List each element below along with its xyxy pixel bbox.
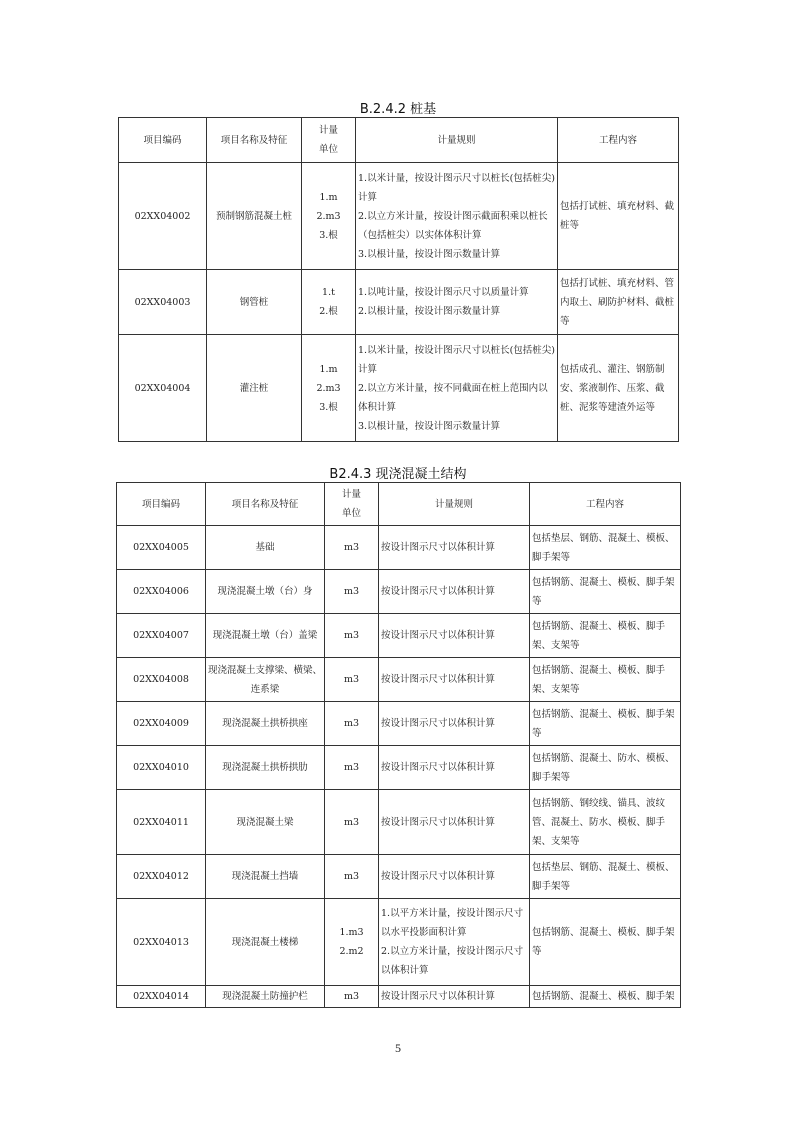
item-code: 02XX04009	[117, 702, 206, 746]
item-code: 02XX04011	[117, 790, 206, 855]
item-unit: 1.m3 2.m2	[325, 899, 379, 986]
item-unit: m3	[325, 855, 379, 899]
item-code: 02XX04004	[119, 335, 207, 442]
table-row	[117, 702, 681, 746]
header-unit: 计量 单位	[325, 483, 379, 526]
item-name: 现浇混凝土墩（台）盖梁	[206, 614, 325, 658]
item-name: 现浇混凝土挡墙	[206, 855, 325, 899]
header-content: 工程内容	[558, 118, 679, 163]
item-unit: m3	[325, 614, 379, 658]
table-row	[117, 526, 681, 570]
table-row	[117, 658, 681, 702]
table-row	[117, 746, 681, 790]
item-content: 包括钢筋、钢绞线、锚具、波纹管、混凝土、防水、模板、脚手架、支架等	[530, 790, 681, 855]
item-name: 预制钢筋混凝土桩	[207, 163, 302, 270]
item-content: 包括钢筋、混凝土、模板、脚手架等	[530, 899, 681, 986]
item-code: 02XX04003	[119, 270, 207, 335]
item-name: 现浇混凝土拱桥拱座	[206, 702, 325, 746]
item-rule: 1.以平方米计量，按设计图示尺寸以水平投影面积计算 2.以立方米计量，按设计图示尺寸以体积计算	[379, 899, 530, 986]
item-name: 现浇混凝土拱桥拱肋	[206, 746, 325, 790]
item-unit: m3	[325, 986, 379, 1008]
table-row	[117, 614, 681, 658]
header-code: 项目编码	[117, 483, 206, 526]
item-unit: m3	[325, 570, 379, 614]
item-code: 02XX04005	[117, 526, 206, 570]
header-rule: 计量规则	[379, 483, 530, 526]
item-name: 现浇混凝土防撞护栏	[206, 986, 325, 1008]
item-rule: 按设计图示尺寸以体积计算	[379, 570, 530, 614]
item-code: 02XX04006	[117, 570, 206, 614]
table-row	[117, 855, 681, 899]
section-title-cast-in-place-concrete: B2.4.3 现浇混凝土结构	[329, 467, 467, 482]
item-content: 包括钢筋、混凝土、模板、脚手架	[530, 986, 681, 1008]
item-rule: 1.以吨计量，按设计图示尺寸以质量计算 2.以根计量，按设计图示数量计算	[356, 270, 558, 335]
item-code: 02XX04013	[117, 899, 206, 986]
header-name: 项目名称及特征	[206, 483, 325, 526]
table-header-row	[117, 483, 681, 526]
item-code: 02XX04014	[117, 986, 206, 1008]
item-name: 基础	[206, 526, 325, 570]
item-content: 包括垫层、钢筋、混凝土、模板、脚手架等	[530, 526, 681, 570]
item-rule: 按设计图示尺寸以体积计算	[379, 746, 530, 790]
item-content: 包括打试桩、填充材料、管内取土、刷防护材料、截桩等	[558, 270, 679, 335]
section-title-pile-foundation: B.2.4.2 桩基	[359, 102, 437, 117]
page-number: 5	[395, 1041, 401, 1055]
item-rule: 1.以米计量，按设计图示尺寸以桩长(包括桩尖)计算 2.以立方米计量，按设计图示截面积乘以桩长（包括桩尖）以实体体积计算 3.以根计量，按设计图示数量计算	[356, 163, 558, 270]
item-code: 02XX04008	[117, 658, 206, 702]
item-code: 02XX04002	[119, 163, 207, 270]
table-row	[119, 335, 679, 442]
table-row	[117, 899, 681, 986]
header-unit: 计量 单位	[302, 118, 356, 163]
item-name: 灌注桩	[207, 335, 302, 442]
table-row	[117, 570, 681, 614]
item-rule: 按设计图示尺寸以体积计算	[379, 526, 530, 570]
header-name: 项目名称及特征	[207, 118, 302, 163]
item-content: 包括钢筋、混凝土、模板、脚手架、支架等	[530, 614, 681, 658]
item-unit: 1.m 2.m3 3.根	[302, 163, 356, 270]
item-content: 包括成孔、灌注、钢筋制安、浆液制作、压浆、截桩、泥浆等建渣外运等	[558, 335, 679, 442]
item-unit: 1.m 2.m3 3.根	[302, 335, 356, 442]
item-unit: m3	[325, 746, 379, 790]
item-unit: m3	[325, 702, 379, 746]
pile-foundation-table	[118, 117, 679, 442]
item-name: 现浇混凝土楼梯	[206, 899, 325, 986]
item-unit: 1.t 2.根	[302, 270, 356, 335]
item-content: 包括钢筋、混凝土、模板、脚手架、支架等	[530, 658, 681, 702]
item-name: 现浇混凝土墩（台）身	[206, 570, 325, 614]
table-header-row	[119, 118, 679, 163]
table-row	[119, 163, 679, 270]
item-code: 02XX04010	[117, 746, 206, 790]
cast-in-place-concrete-table	[116, 482, 681, 1008]
item-name: 钢管桩	[207, 270, 302, 335]
item-content: 包括钢筋、混凝土、模板、脚手架等	[530, 570, 681, 614]
item-content: 包括钢筋、混凝土、防水、模板、脚手架等	[530, 746, 681, 790]
header-rule: 计量规则	[356, 118, 558, 163]
table-row	[117, 986, 681, 1008]
item-rule: 按设计图示尺寸以体积计算	[379, 790, 530, 855]
item-rule: 1.以米计量，按设计图示尺寸以桩长(包括桩尖)计算 2.以立方米计量，按不同截面在桩上范围内以体积计算 3.以根计量，按设计图示数量计算	[356, 335, 558, 442]
item-unit: m3	[325, 658, 379, 702]
item-content: 包括钢筋、混凝土、模板、脚手架等	[530, 702, 681, 746]
header-code: 项目编码	[119, 118, 207, 163]
item-rule: 按设计图示尺寸以体积计算	[379, 614, 530, 658]
table-row	[117, 790, 681, 855]
item-rule: 按设计图示尺寸以体积计算	[379, 986, 530, 1008]
table-row	[119, 270, 679, 335]
header-content: 工程内容	[530, 483, 681, 526]
item-rule: 按设计图示尺寸以体积计算	[379, 658, 530, 702]
item-code: 02XX04012	[117, 855, 206, 899]
item-rule: 按设计图示尺寸以体积计算	[379, 855, 530, 899]
item-name: 现浇混凝土梁	[206, 790, 325, 855]
item-unit: m3	[325, 526, 379, 570]
item-code: 02XX04007	[117, 614, 206, 658]
item-content: 包括打试桩、填充材料、截桩等	[558, 163, 679, 270]
item-content: 包括垫层、钢筋、混凝土、模板、脚手架等	[530, 855, 681, 899]
item-name: 现浇混凝土支撑梁、横梁、连系梁	[206, 658, 325, 702]
item-rule: 按设计图示尺寸以体积计算	[379, 702, 530, 746]
item-unit: m3	[325, 790, 379, 855]
